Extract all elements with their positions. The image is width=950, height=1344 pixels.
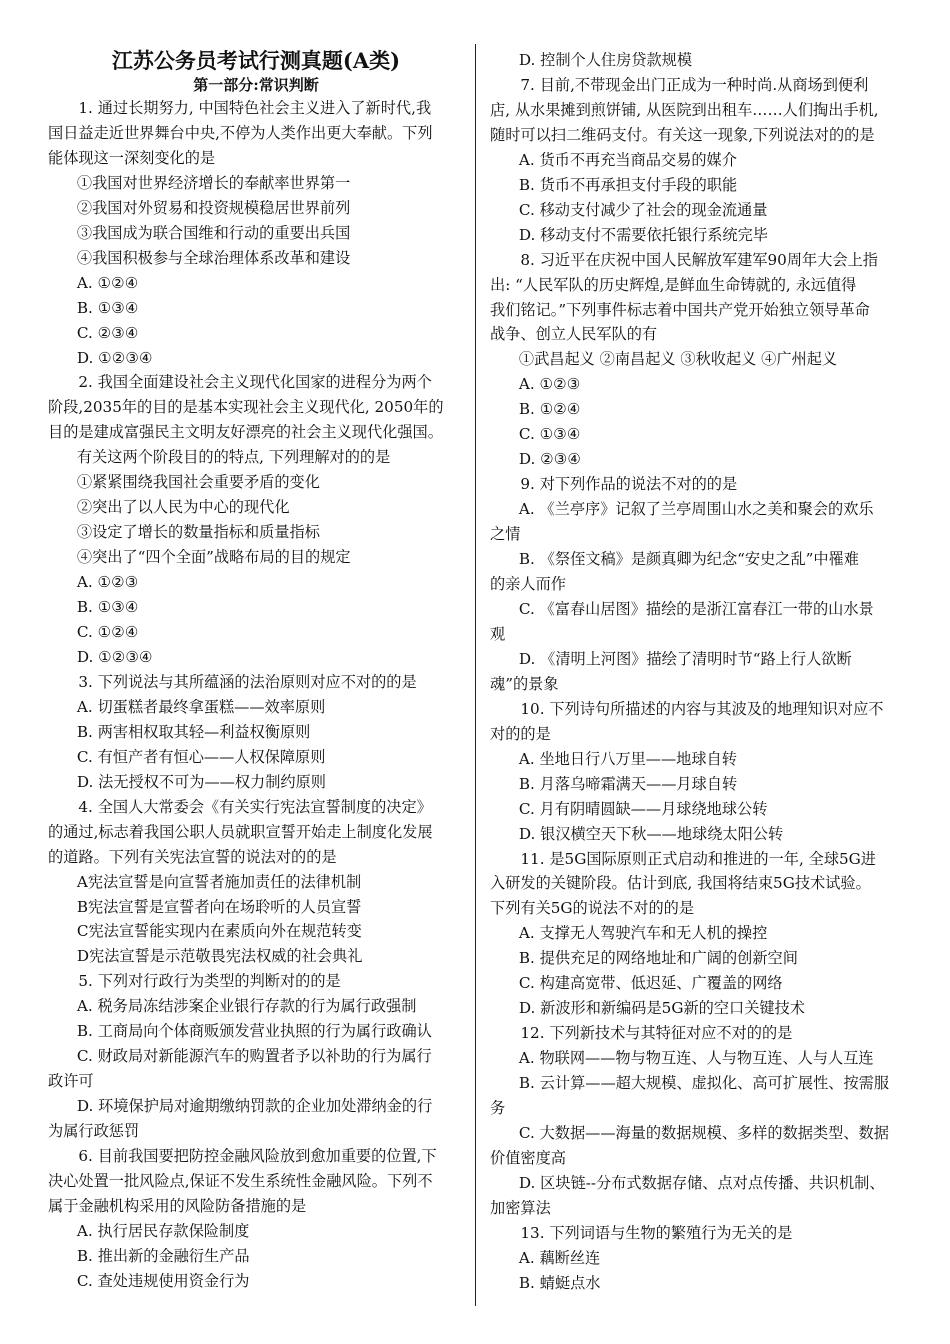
left-column-lines (48, 96, 464, 1294)
option-line: A. ①②③ (76, 573, 139, 592)
option-line: A. 藕断丝连 (518, 1248, 601, 1267)
continuation-line: 魂”的景象 (490, 674, 559, 693)
question-line: 10. 下列诗句所描述的内容与其波及的地理知识对应不 (520, 699, 884, 718)
option-line: D. 环境保护局对逾期缴纳罚款的企业加处滞纳金的行 (76, 1097, 433, 1116)
option-line: D. 《清明上河图》描绘了清明时节“路上行人欲断 (518, 649, 852, 668)
option-line: ①武昌起义 ②南昌起义 ③秋收起义 ④广州起义 (518, 350, 838, 369)
option-line: B. ①③④ (76, 598, 139, 617)
continuation-line: 入研发的关键阶段。估计到底, 我国将结束5G技术试验。 (490, 874, 871, 893)
option-line: D. 控制个人住房贷款规模 (518, 51, 693, 69)
option-line: A. 货币不再充当商品交易的媒介 (518, 150, 737, 169)
continuation-line: 国日益走近世界舞台中央,不停为人类作出更大奉献。下列 (48, 123, 433, 142)
continuation-line: 目的是建成富强民主文明友好漂亮的社会主义现代化强国。 (48, 423, 443, 442)
continuation-line: 战争、创立人民军队的有 (490, 325, 658, 344)
option-line: B. 工商局向个体商贩颁发营业执照的行为属行政确认 (76, 1022, 432, 1041)
continuation-line: 随时可以扫二维码支付。有关这一现象,下列说法对的的是 (490, 125, 875, 144)
continuation-line: 属于金融机构采用的风险防备措施的是 (48, 1196, 307, 1215)
question-line: 12. 下列新技术与其特征对应不对的的是 (520, 1024, 793, 1043)
option-line: B. 推出新的金融衍生产品 (76, 1246, 250, 1265)
question-line: 3. 下列说法与其所蕴涵的法治原则对应不对的的是 (78, 672, 417, 691)
question-line: 2. 我国全面建设社会主义现代化国家的进程分为两个 (78, 373, 432, 392)
option-line: B. 蜻蜓点水 (518, 1273, 601, 1292)
option-line: ②突出了以人民为中心的现代化 (76, 498, 290, 517)
option-line: B. 《祭侄文稿》是颜真卿为纪念“安史之乱”中罹难 (518, 550, 859, 569)
continuation-line: 的通过,标志着我国公职人员就职宣誓开始走上制度化发展 (48, 822, 433, 841)
column-divider (475, 44, 476, 1306)
option-line: D. 法无授权不可为——权力制约原则 (76, 772, 326, 791)
option-line: C. 《富春山居图》描绘的是浙江富春江一带的山水景 (518, 599, 874, 618)
option-line: A宪法宣誓是向宣誓者施加责任的法律机制 (76, 872, 362, 891)
question-line: 8. 习近平在庆祝中国人民解放军建军90周年大会上指 (520, 250, 878, 269)
right-column-lines (490, 48, 906, 1296)
question-line: 9. 对下列作品的说法不对的的是 (520, 475, 738, 494)
option-line: ④突出了“四个全面”战略布局的目的规定 (76, 548, 351, 567)
continuation-line: 加密算法 (490, 1198, 551, 1217)
option-line: C. ①②④ (76, 623, 139, 642)
continuation-line: 的亲人而作 (490, 575, 566, 594)
option-line: C. ②③④ (76, 323, 139, 342)
option-line: C. 移动支付减少了社会的现金流通量 (518, 200, 768, 219)
option-line: A. ①②③ (518, 375, 581, 394)
option-line: ②我国对外贸易和投资规模稳居世界前列 (76, 198, 351, 217)
option-line: ①紧紧围绕我国社会重要矛盾的变化 (76, 473, 320, 492)
option-line: ③设定了增长的数量指标和质量指标 (76, 523, 320, 542)
continuation-line: 的道路。下列有关宪法宣誓的说法对的的是 (48, 847, 337, 866)
option-line: C. 大数据——海量的数据规模、多样的数据类型、数据 (518, 1123, 889, 1142)
option-line: A. 切蛋糕者最终拿蛋糕——效率原则 (76, 697, 326, 716)
option-line: A. ①②④ (76, 273, 139, 292)
option-line: ①我国对世界经济增长的奉献率世界第一 (76, 173, 351, 192)
option-line: A. 支撑无人驾驶汽车和无人机的操控 (518, 924, 768, 943)
option-line: D. 银汉横空天下秋——地球绕太阳公转 (518, 824, 784, 843)
option-line: A. 税务局冻结涉案企业银行存款的行为属行政强制 (76, 997, 417, 1016)
option-line: B. 两害相权取其轻—利益权衡原则 (76, 722, 311, 741)
option-line: D. 新波形和新编码是5G新的空口关键技术 (518, 999, 805, 1018)
document-title: 江苏公务员考试行测真题(A类) (111, 48, 401, 73)
option-line: B. ①②④ (518, 400, 581, 419)
option-line: C. 构建高宽带、低迟延、广覆盖的网络 (518, 974, 783, 993)
question-line: 1. 通过长期努力, 中国特色社会主义进入了新时代,我 (78, 99, 432, 117)
continuation-line: 之情 (490, 525, 521, 544)
option-line: C. 财政局对新能源汽车的购置者予以补助的行为属行 (76, 1047, 432, 1066)
right-column (490, 48, 906, 1296)
continuation-line: 观 (490, 624, 506, 643)
question-line: 13. 下列词语与生物的繁殖行为无关的是 (520, 1223, 793, 1242)
continuation-line: 价值密度高 (490, 1148, 566, 1167)
option-line: D. 移动支付不需要依托银行系统完毕 (518, 225, 768, 244)
question-line: 6. 目前我国要把防控金融风险放到愈加重要的位置,下 (78, 1147, 437, 1166)
option-line: C. ①③④ (518, 425, 581, 444)
option-line: D. ②③④ (518, 450, 582, 469)
left-column (48, 48, 464, 1294)
question-line: 5. 下列对行政行为类型的判断对的的是 (78, 972, 341, 991)
option-line: ③我国成为联合国维和行动的重要出兵国 (76, 223, 351, 242)
option-line: C. 月有阴晴圆缺——月球绕地球公转 (518, 799, 768, 818)
question-line: 4. 全国人大常委会《有关实行宪法宣誓制度的决定》 (78, 797, 432, 816)
continuation-line: 对的的是 (490, 724, 551, 743)
option-line: A. 坐地日行八万里——地球自转 (518, 749, 737, 768)
continuation-line: 我们铭记。”下列事件标志着中国共产党开始独立领导革命 (490, 300, 870, 319)
continuation-line: 决心处置一批风险点,保证不发生系统性金融风险。下列不 (48, 1171, 433, 1190)
continuation-line: 能体现这一深刻变化的是 (48, 148, 216, 167)
option-line: C. 有恒产者有恒心——人权保障原则 (76, 747, 326, 766)
option-line: A. 物联网——物与物互连、人与物互连、人与人互连 (518, 1049, 874, 1068)
continuation-line: 阶段,2035年的目的是基本实现社会主义现代化, 2050年的 (48, 398, 444, 417)
question-line: 11. 是5G国际原则正式启动和推进的一年, 全球5G进 (520, 849, 876, 868)
option-line: B宪法宣誓是宣誓者向在场聆听的人员宣誓 (76, 897, 362, 916)
section-heading: 第一部分:常识判断 (193, 76, 319, 94)
option-line: C宪法宣誓能实现内在素质向外在规范转变 (76, 922, 362, 941)
option-line: B. 月落乌啼霜满天——月球自转 (518, 774, 738, 793)
option-line: B. 提供充足的网络地址和广阔的创新空间 (518, 949, 798, 968)
option-line: D宪法宣誓是示范敬畏宪法权威的社会典礼 (76, 947, 363, 966)
option-line: D. ①②③④ (76, 647, 153, 666)
option-line: 有关这两个阶段目的的特点, 下列理解对的的是 (76, 448, 391, 467)
continuation-line: 为属行政惩罚 (48, 1122, 140, 1141)
option-line: A. 《兰亭序》记叙了兰亭周围山水之美和聚会的欢乐 (518, 500, 874, 519)
continuation-line: 店, 从水果摊到煎饼铺, 从医院到出租车……人们掏出手机, (490, 100, 879, 119)
option-line: D. 区块链--分布式数据存储、点对点传播、共识机制、 (518, 1173, 885, 1192)
option-line: B. 云计算——超大规模、虚拟化、高可扩展性、按需服 (518, 1074, 890, 1093)
option-line: C. 查处违规使用资金行为 (76, 1271, 250, 1290)
option-line: B. ①③④ (76, 298, 139, 317)
continuation-line: 政许可 (48, 1072, 94, 1091)
option-line: D. ①②③④ (76, 348, 153, 367)
continuation-line: 出: “人民军队的历史辉煌,是鲜血生命铸就的, 永远值得 (490, 275, 857, 294)
continuation-line: 务 (490, 1099, 506, 1118)
option-line: B. 货币不再承担支付手段的职能 (518, 175, 738, 194)
question-line: 7. 目前,不带现金出门正成为一种时尚.从商场到便利 (520, 75, 869, 94)
option-line: A. 执行居民存款保险制度 (76, 1221, 250, 1240)
option-line: ④我国积极参与全球治理体系改革和建设 (76, 248, 351, 267)
continuation-line: 下列有关5G的说法不对的的是 (490, 899, 695, 918)
